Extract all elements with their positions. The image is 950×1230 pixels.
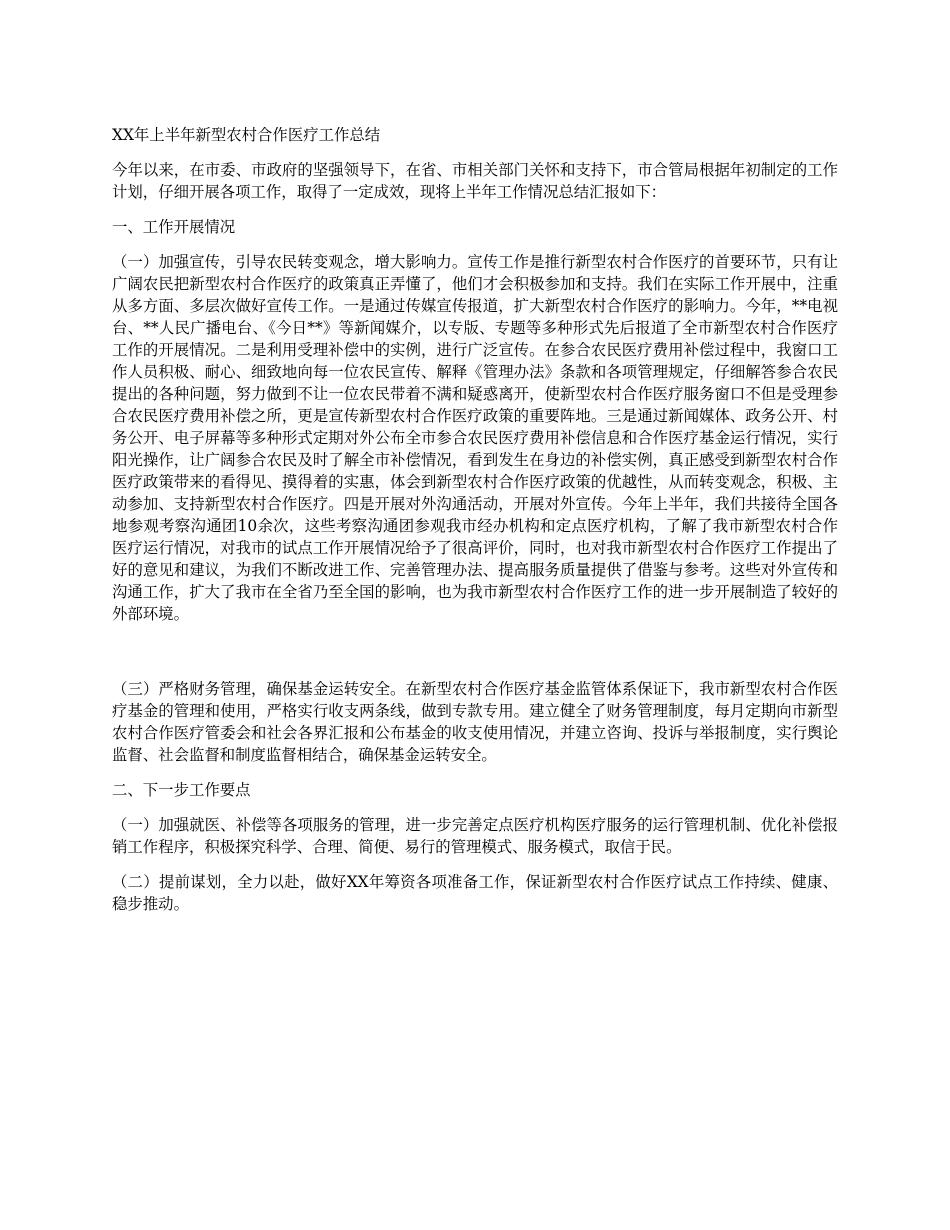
paragraph-publicity: （一）加强宣传，引导农民转变观念，增大影响力。宣传工作是推行新型农村合作医疗的首要环节，只有让广阔农民把新型农村合作医疗的政策真正弄懂了，他们才会积极参加和支持。我们在实际工作开展中，注重从多方面、多层次做好宣传工作。一是通过传媒宣传报道，扩大新型农村合作医疗的影响力。今年，**电视台、**人民广播电台、《今日**》等新闻媒介，以专版、专题等多种形式先后报道了全市新型农村合作医疗工作的开展情况。二是利用受理补偿中的实例，进行广泛宣传。在参合农民医疗费用补偿过程中，我窗口工作人员积极、耐心、细致地向每一位农民宣传、解释《管理办法》条款和各项管理规定，仔细解答参合农民提出的各种问题，努力做到不让一位农民带着不满和疑惑离开，使新型农村合作医疗服务窗口不但是受理参合农民医疗费用补偿之所，更是宣传新型农村合作医疗政策的重要阵地。三是通过新闻媒体、政务公开、村务公开、电子屏幕等多种形式定期对外公布全市参合农民医疗费用补偿信息和合作医疗基金运行情况，实行阳光操作，让广阔参合农民及时了解全市补偿情况，看到发生在身边的补偿实例，真正感受到新型农村合作医疗政策带来的看得见、摸得着的实惠，体会到新型农村合作医疗政策的优越性，从而转变观念，积极、主动参加、支持新型农村合作医疗。四是开展对外沟通活动，开展对外宣传。今年上半年，我们共接待全国各地参观考察沟通团10余次，这些考察沟通团参观我市经办机构和定点医疗机构，了解了我市新型农村合作医疗运行情况，对我市的试点工作开展情况给予了很高评价，同时，也对我市新型农村合作医疗工作提出了好的意见和建议，为我们不断改进工作、完善管理办法、提高服务质量提供了借鉴与参考。这些对外宣传和沟通工作，扩大了我市在全省乃至全国的影响，也为我市新型农村合作医疗工作的进一步开展制造了较好的外部环境。 [112,253,838,623]
document-title: XX年上半年新型农村合作医疗工作总结 [112,126,381,144]
paragraph-funding-preparation: （二）提前谋划，全力以赴，做好XX年筹资各项准备工作，保证新型农村合作医疗试点工作持续、健康、稳步推动。 [112,873,838,913]
blank-gap [112,638,838,678]
intro-paragraph: 今年以来，在市委、市政府的坚强领导下，在省、市相关部门关怀和支持下，市合管局根据年初制定的工作计划，仔细开展各项工作，取得了一定成效，现将上半年工作情况总结汇报如下： [112,161,838,201]
section-heading-next-steps: 二、下一步工作要点 [112,781,251,799]
section-heading-work-progress: 一、工作开展情况 [112,218,236,236]
paragraph-financial-management: （三）严格财务管理，确保基金运转安全。在新型农村合作医疗基金监管体系保证下，我市新型农村合作医疗基金的管理和使用，严格实行收支两条线，做到专款专用。建立健全了财务管理制度，每月定期向市新型农村合作医疗管委会和社会各界汇报和公布基金的收支使用情况，并建立咨询、投诉与举报制度，实行舆论监督、社会监督和制度监督相结合，确保基金运转安全。 [112,680,838,764]
paragraph-service-management: （一）加强就医、补偿等各项服务的管理，进一步完善定点医疗机构医疗服务的运行管理机制、优化补偿报销工作程序，积极探究科学、合理、简便、易行的管理模式、服务模式，取信于民。 [112,816,838,856]
document-body [112,124,838,928]
